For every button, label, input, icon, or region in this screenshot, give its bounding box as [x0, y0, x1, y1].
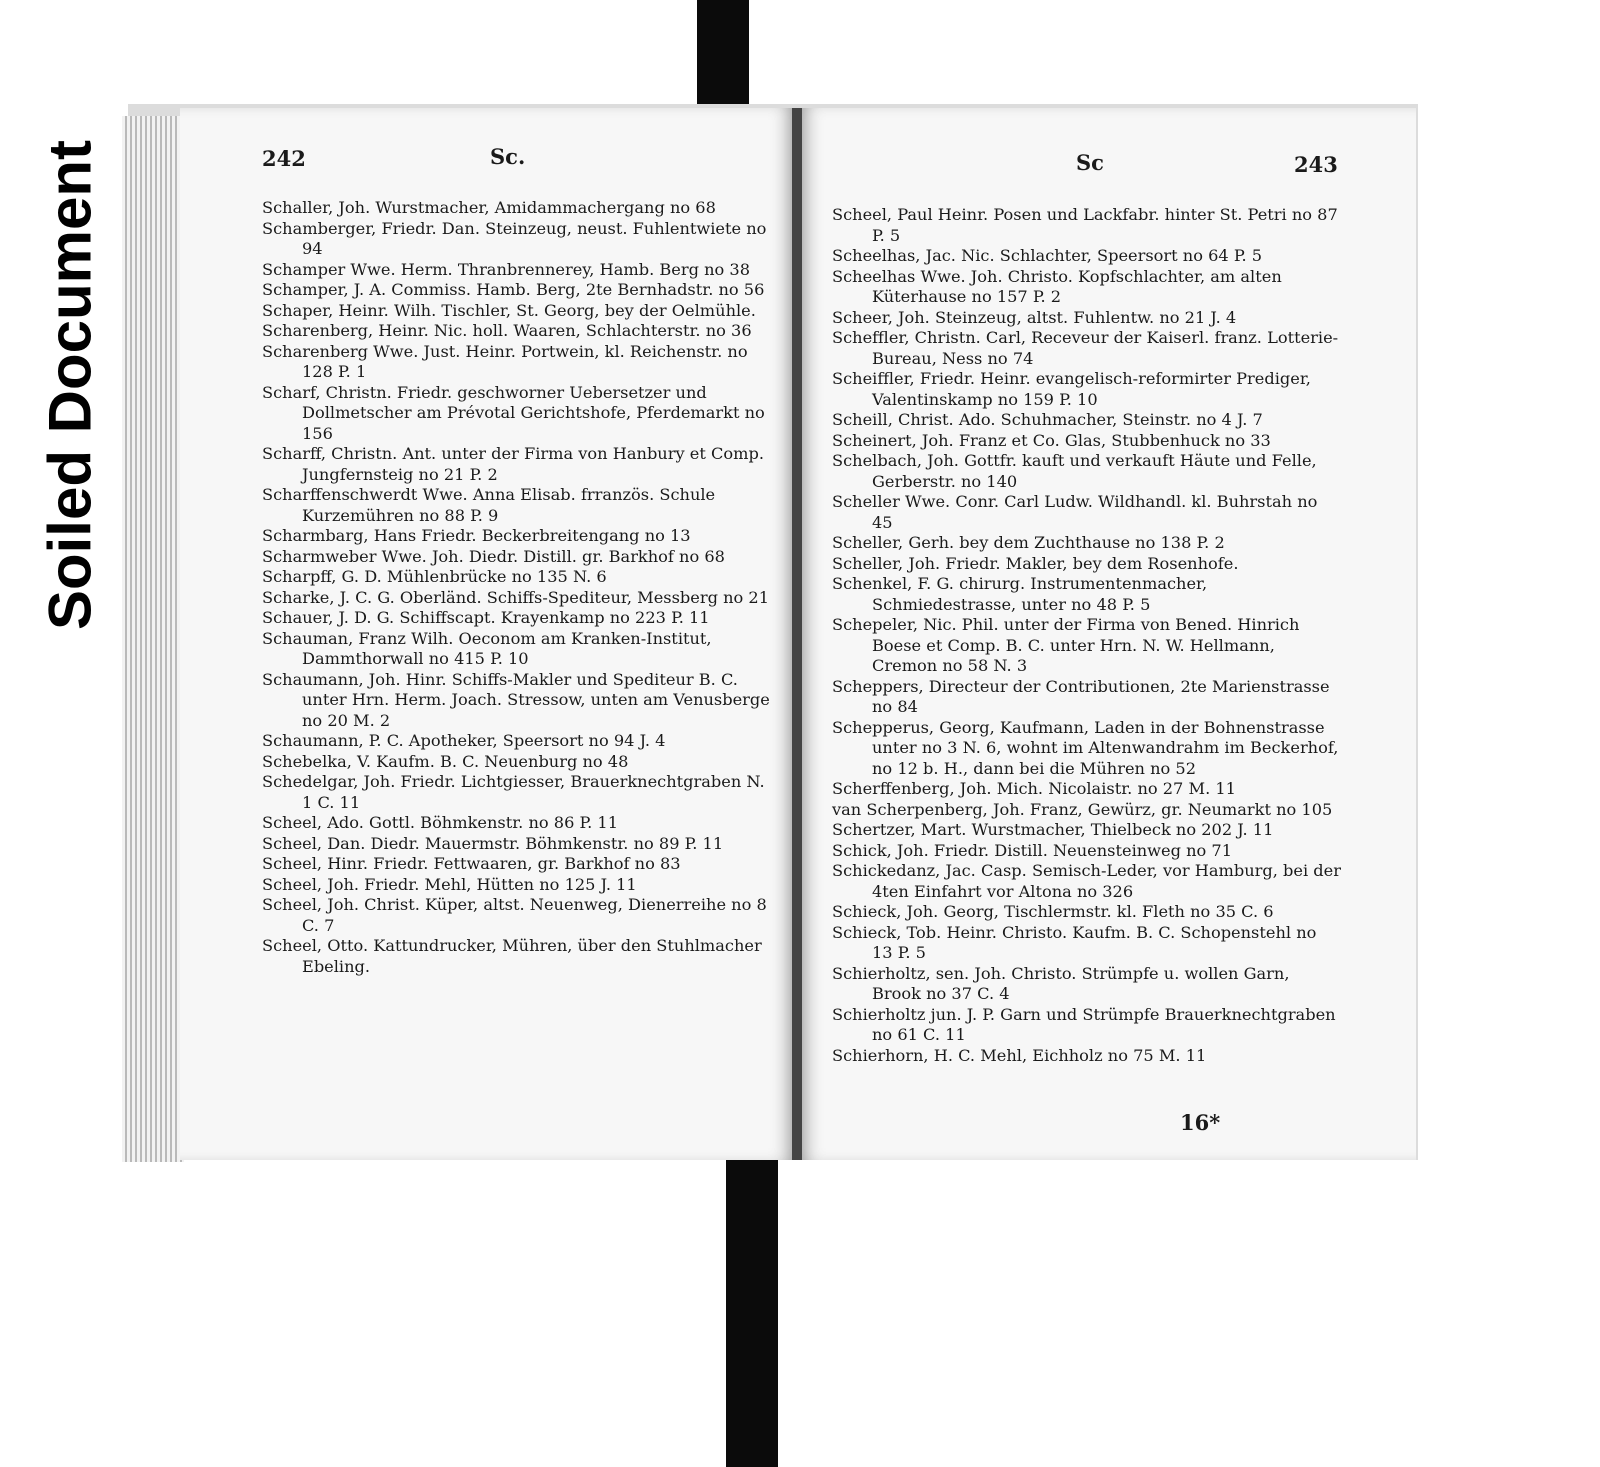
directory-entry: Schickedanz, Jac. Casp. Semisch-Leder, vor Hamburg, bei der 4ten Einfahrt vor Altona no 326 [832, 861, 1341, 901]
directory-entry: Scheel, Otto. Kattundrucker, Mühren, über den Stuhlmacher Ebeling. [262, 936, 762, 976]
soiled-document-label: Soiled Document [36, 139, 104, 631]
directory-entry: Scheill, Christ. Ado. Schuhmacher, Steinstr. no 4 J. 7 [832, 410, 1263, 429]
left-running-head: Sc. [490, 144, 526, 169]
right-running-head: Sc [1076, 150, 1104, 175]
directory-entry: Schertzer, Mart. Wurstmacher, Thielbeck no 202 J. 11 [832, 820, 1274, 839]
directory-entry: Schaller, Joh. Wurstmacher, Amidammachergang no 68 [262, 198, 716, 217]
directory-entry: Schieck, Joh. Georg, Tischlermstr. kl. Fleth no 35 C. 6 [832, 902, 1274, 921]
directory-entry: Scheel, Dan. Diedr. Mauermstr. Böhmkenstr. no 89 P. 11 [262, 833, 724, 853]
directory-entry: Schierholtz jun. J. P. Garn und Strümpfe Brauerknechtgraben no 61 C. 11 [832, 1004, 1336, 1044]
directory-entry: Scherffenberg, Joh. Mich. Nicolaistr. no 27 M. 11 [832, 779, 1236, 798]
left-page-number: 242 [262, 146, 306, 171]
directory-entry: Scheiffler, Friedr. Heinr. evangelisch-reformirter Prediger, Valentinskamp no 159 P. 10 [832, 369, 1311, 409]
directory-entry: Schauer, J. D. G. Schiffscapt. Krayenkamp no 223 P. 11 [262, 608, 710, 627]
directory-entry: Scheel, Ado. Gottl. Böhmkenstr. no 86 P. 11 [262, 813, 619, 832]
right-page-number: 243 [1294, 152, 1338, 177]
directory-entry: Scheelhas, Jac. Nic. Schlachter, Speersort no 64 P. 5 [832, 246, 1263, 265]
directory-entry: Scharenberg Wwe. Just. Heinr. Portwein, kl. Reichenstr. no 128 P. 1 [262, 341, 748, 381]
directory-entry: Schaumann, Joh. Hinr. Schiffs-Makler und Spediteur B. C. unter Hrn. Herm. Joach. Stressow, unten am Venusberge no 20 M. 2 [262, 669, 770, 730]
signature-mark: 16* [1180, 1110, 1221, 1135]
directory-entry: Scheel, Joh. Christ. Küper, altst. Neuenweg, Dienerreihe no 8 C. 7 [262, 895, 767, 935]
directory-entry: Scheelhas Wwe. Joh. Christo. Kopfschlachter, am alten Küterhause no 157 P. 2 [832, 266, 1282, 306]
directory-entry: Schauman, Franz Wilh. Oeconom am Kranken-Institut, Dammthorwall no 415 P. 10 [262, 628, 712, 668]
directory-entry: Schamper, J. A. Commiss. Hamb. Berg, 2te Bernhadstr. no 56 [262, 280, 765, 299]
directory-entry: Schepperus, Georg, Kaufmann, Laden in der Bohnenstrasse unter no 3 N. 6, wohnt im Altenwandrahm im Beckerhof, no 12 b. H., dann bei die Mühren no 52 [832, 717, 1339, 778]
directory-entry: Scharke, J. C. G. Oberländ. Schiffs-Spediteur, Messberg no 21 [262, 587, 770, 607]
directory-entry: Scheppers, Directeur der Contributionen, 2te Marienstrasse no 84 [832, 676, 1330, 716]
directory-entry: Scheller, Gerh. bey dem Zuchthause no 138 P. 2 [832, 533, 1225, 552]
directory-entry: Schepeler, Nic. Phil. unter der Firma von Bened. Hinrich Boese et Comp. B. C. unter Hrn. N. W. Hellmann, Cremon no 58 N. 3 [832, 615, 1300, 675]
directory-entry: Scheller Wwe. Conr. Carl Ludw. Wildhandl. kl. Buhrstah no 45 [832, 492, 1318, 532]
directory-entry: Schieck, Tob. Heinr. Christo. Kaufm. B. C. Schopenstehl no 13 P. 5 [832, 922, 1317, 962]
directory-entry: Scharpff, G. D. Mühlenbrücke no 135 N. 6 [262, 567, 607, 586]
directory-entry: Schelbach, Joh. Gottfr. kauft und verkauft Häute und Felle, Gerberstr. no 140 [832, 451, 1317, 491]
directory-entry: Schierhorn, H. C. Mehl, Eichholz no 75 M. 11 [832, 1045, 1207, 1065]
directory-entry: Schedelgar, Joh. Friedr. Lichtgiesser, Brauerknechtgraben N. 1 C. 11 [262, 772, 765, 812]
directory-entry: Schamberger, Friedr. Dan. Steinzeug, neust. Fuhlentwiete no 94 [262, 218, 767, 258]
page-edges [122, 116, 184, 1162]
directory-entry: Scheel, Paul Heinr. Posen und Lackfabr. hinter St. Petri no 87 P. 5 [832, 205, 1338, 245]
directory-entry: Scheller, Joh. Friedr. Makler, bey dem Rosenhofe. [832, 553, 1239, 573]
directory-entry: Schick, Joh. Friedr. Distill. Neuensteinweg no 71 [832, 840, 1233, 860]
left-entry-list [262, 198, 777, 977]
directory-entry: Schaumann, P. C. Apotheker, Speersort no 94 J. 4 [262, 731, 666, 750]
directory-entry: Scharmbarg, Hans Friedr. Beckerbreitengang no 13 [262, 526, 691, 545]
directory-entry: Schebelka, V. Kaufm. B. C. Neuenburg no 48 [262, 751, 629, 771]
directory-entry: Scharff, Christn. Ant. unter der Firma von Hanbury et Comp. Jungfernsteig no 21 P. 2 [262, 444, 764, 484]
banner-area [20, 120, 120, 650]
directory-entry: Schenkel, F. G. chirurg. Instrumentenmacher, Schmiedestrasse, unter no 48 P. 5 [832, 574, 1208, 614]
right-entry-list [832, 205, 1342, 1066]
directory-entry: Scheel, Joh. Friedr. Mehl, Hütten no 125 J. 11 [262, 874, 637, 894]
directory-entry: Scharf, Christn. Friedr. geschworner Uebersetzer und Dollmetscher am Prévotal Gerichtshofe, Pferdemarkt no 156 [262, 382, 765, 443]
directory-entry: Schamper Wwe. Herm. Thranbrennerey, Hamb. Berg no 38 [262, 259, 751, 279]
directory-entry: Schierholtz, sen. Joh. Christo. Strümpfe u. wollen Garn, Brook no 37 C. 4 [832, 963, 1290, 1003]
directory-entry: Scheinert, Joh. Franz et Co. Glas, Stubbenhuck no 33 [832, 430, 1271, 450]
directory-entry: Scharmweber Wwe. Joh. Diedr. Distill. gr. Barkhof no 68 [262, 546, 725, 566]
directory-entry: Scheffler, Christn. Carl, Receveur der Kaiserl. franz. Lotterie-Bureau, Ness no 74 [832, 328, 1339, 368]
spine-strip-bottom [726, 1155, 778, 1467]
directory-entry: Scharffenschwerdt Wwe. Anna Elisab. frranzös. Schule Kurzemühren no 88 P. 9 [262, 485, 716, 525]
directory-entry: Schaper, Heinr. Wilh. Tischler, St. Georg, bey der Oelmühle. [262, 300, 756, 320]
directory-entry: van Scherpenberg, Joh. Franz, Gewürz, gr. Neumarkt no 105 [832, 799, 1333, 819]
directory-entry: Scheer, Joh. Steinzeug, altst. Fuhlentw. no 21 J. 4 [832, 307, 1237, 327]
directory-entry: Scharenberg, Heinr. Nic. holl. Waaren, Schlachterstr. no 36 [262, 321, 752, 340]
directory-entry: Scheel, Hinr. Friedr. Fettwaaren, gr. Barkhof no 83 [262, 854, 681, 873]
book-gutter [792, 108, 802, 1160]
